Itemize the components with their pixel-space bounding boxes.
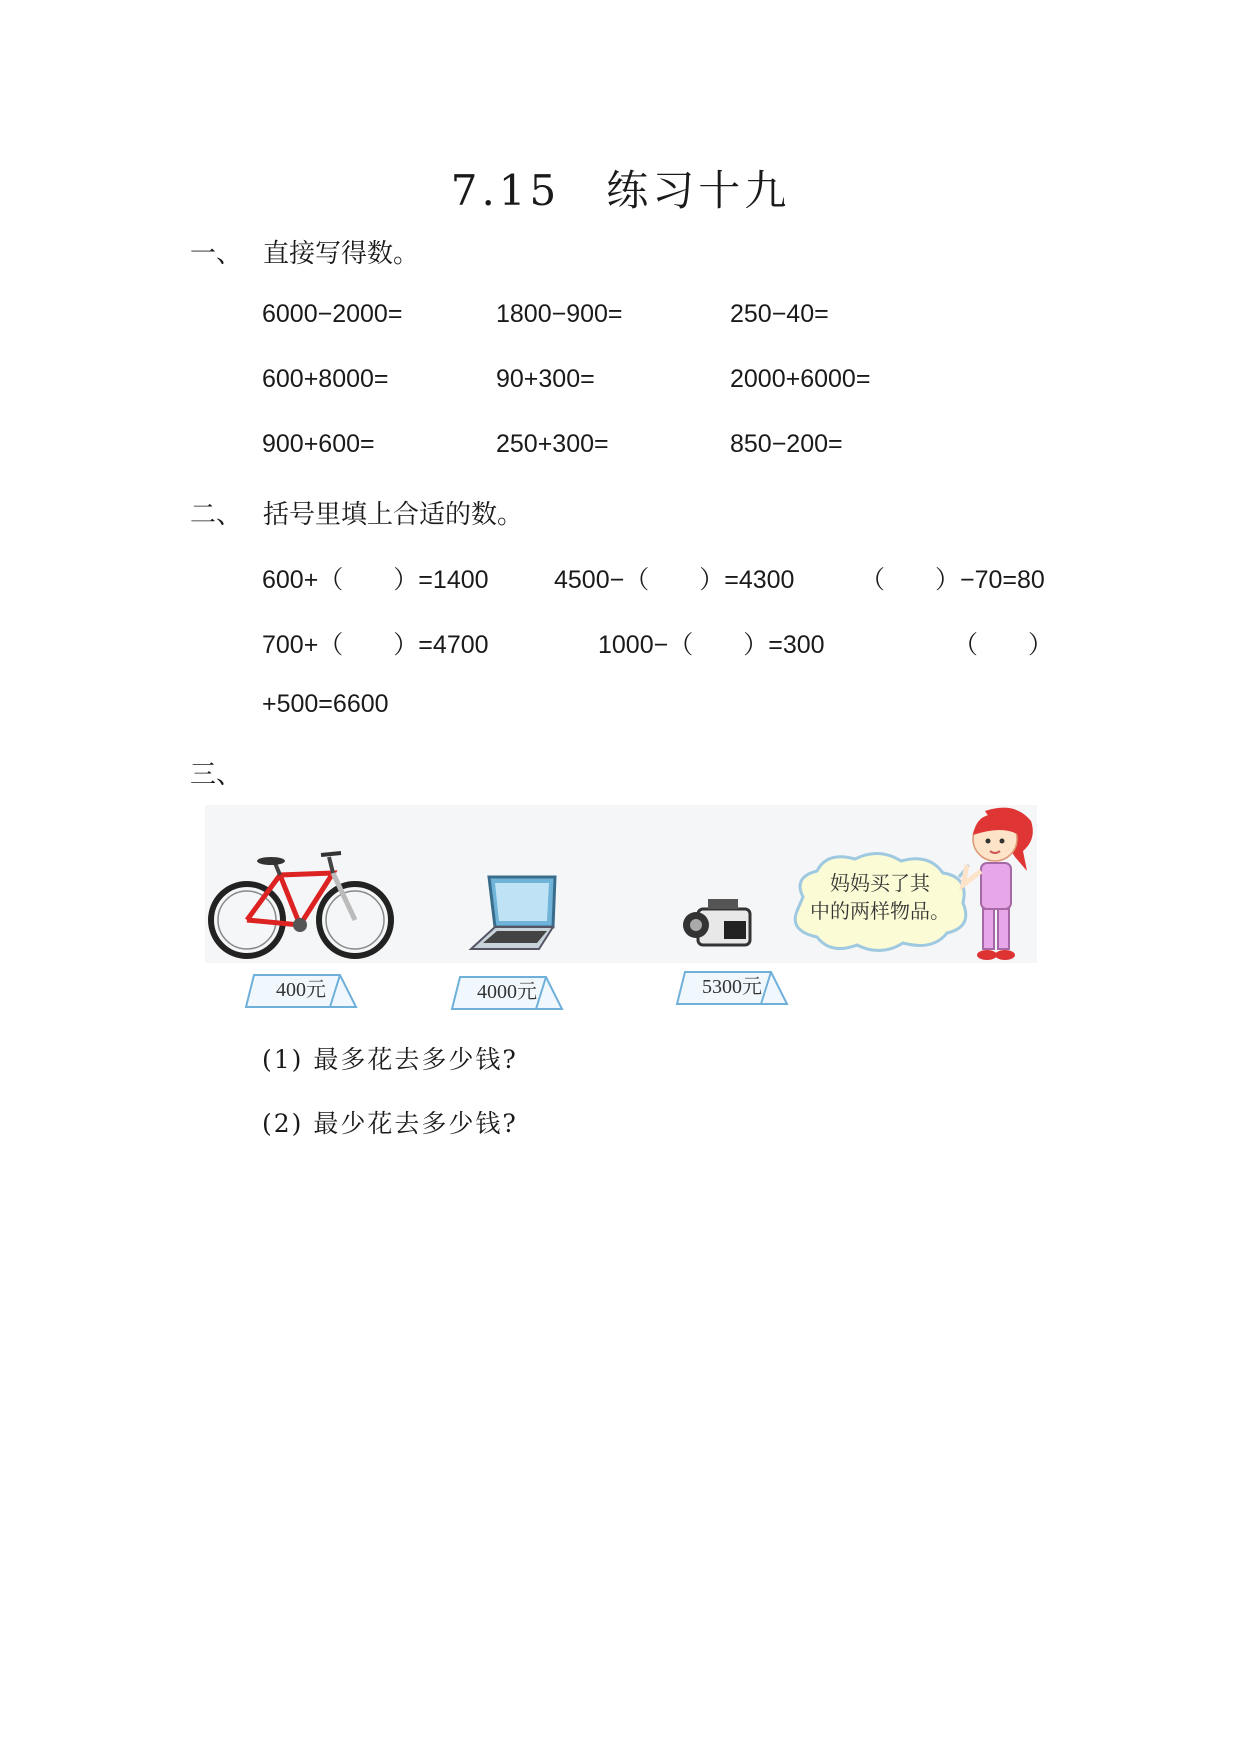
- camcorder-icon: [680, 895, 756, 957]
- fill-in-equation: 600+（ ）=1400: [262, 566, 489, 594]
- section3-label: 三、: [190, 760, 243, 790]
- section1-label: 一、: [190, 239, 243, 269]
- equation: 600+8000=: [262, 365, 389, 393]
- section2-instruction: 括号里填上合适的数。: [263, 500, 524, 530]
- price-tag: [675, 970, 789, 1006]
- price-label: 4000元: [477, 981, 537, 1003]
- fill-in-equation: 700+（ ）=4700: [262, 631, 489, 659]
- equation: 90+300=: [496, 365, 595, 393]
- question: (2) 最少花去多少钱?: [262, 1109, 518, 1138]
- speech-text-line: 妈妈买了其: [830, 871, 930, 895]
- speech-text-line: 中的两样物品。: [810, 899, 950, 923]
- fill-in-equation: （ ）: [953, 631, 1054, 659]
- equation: 900+600=: [262, 430, 375, 458]
- equation: 250−40=: [730, 300, 829, 328]
- section1-instruction: 直接写得数。: [263, 239, 420, 269]
- price-label: 400元: [276, 979, 326, 1001]
- section2-label: 二、: [190, 500, 243, 530]
- equation: 250+300=: [496, 430, 609, 458]
- fill-in-equation: 4500−（ ）=4300: [554, 566, 795, 594]
- equation: 2000+6000=: [730, 365, 871, 393]
- price-label: 5300元: [702, 976, 762, 998]
- girl-character-icon: [957, 805, 1037, 963]
- fill-in-equation-continuation: +500=6600: [262, 690, 389, 718]
- equation: 1800−900=: [496, 300, 623, 328]
- price-tag: [244, 973, 358, 1009]
- equation: 6000−2000=: [262, 300, 403, 328]
- fill-in-equation: （ ）−70=80: [860, 566, 1045, 594]
- fill-in-equation: 1000−（ ）=300: [598, 631, 825, 659]
- shopping-illustration: [205, 805, 1037, 963]
- page-title: 7.15 练习十九: [450, 166, 791, 215]
- laptop-icon: [467, 873, 563, 955]
- question: (1) 最多花去多少钱?: [262, 1045, 518, 1074]
- bicycle-icon: [205, 845, 395, 963]
- price-tag: [450, 975, 564, 1011]
- equation: 850−200=: [730, 430, 843, 458]
